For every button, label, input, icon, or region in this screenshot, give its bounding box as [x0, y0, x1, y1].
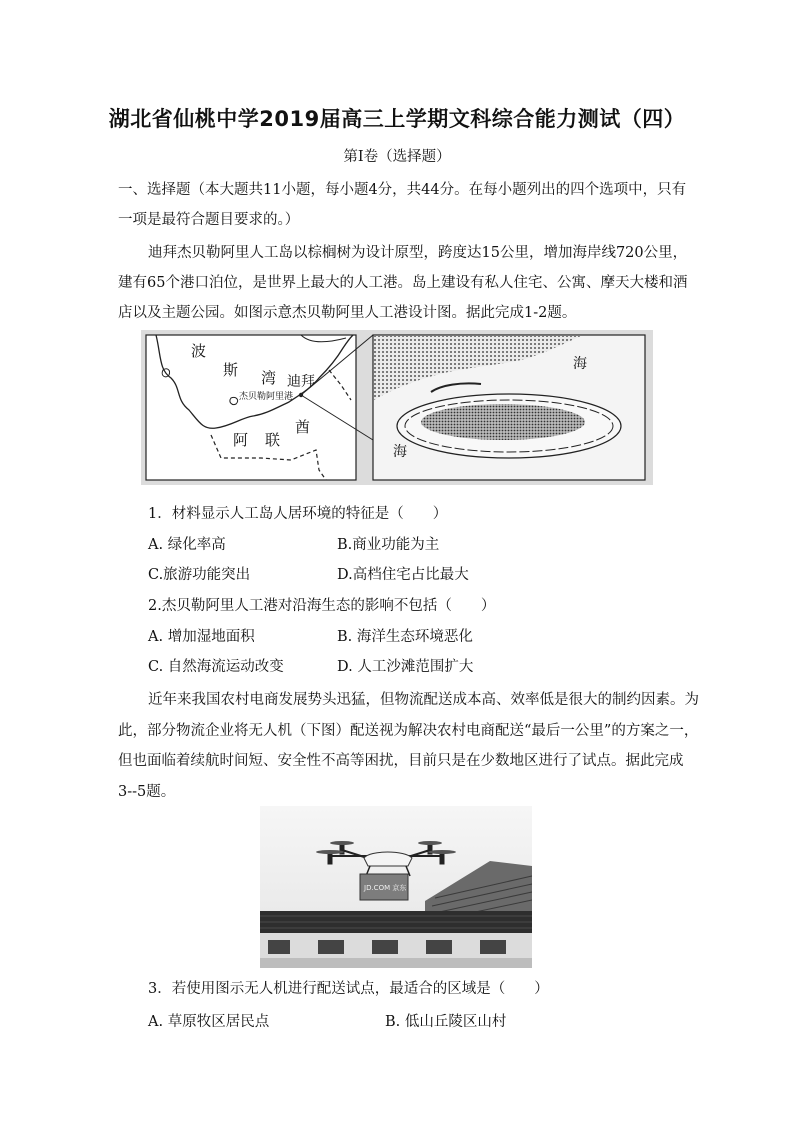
label-port: 杰贝勒阿里港: [239, 392, 294, 402]
palm-fronds: [421, 404, 585, 440]
q1-stem: 1．材料显示人工岛人居环境的特征是（ ）: [148, 506, 448, 522]
passage1-line-2: 建有65个港口泊位，是世界上最大的人工港。岛上建设有私人住宅、公寓、摩天大楼和酒: [118, 275, 688, 291]
q1-option-a: A. 绿化率高: [148, 537, 226, 553]
label-sea-bottom: 海: [393, 444, 407, 460]
drone-photo: [260, 806, 532, 968]
label-qiu: 酋: [295, 418, 311, 436]
q1-option-d: D.高档住宅占比最大: [337, 567, 469, 583]
q3-stem: 3．若使用图示无人机进行配送试点，最适合的区域是（ ）: [148, 981, 549, 997]
package-label: JD.COM 京东: [364, 884, 407, 892]
section-subtitle: 第Ⅰ卷（选择题）: [343, 149, 451, 165]
q1-option-b: B.商业功能为主: [337, 537, 440, 553]
passage1-line-1: 迪拜杰贝勒阿里人工岛以棕榈树为设计原型，跨度达15公里，增加海岸线720公里，: [148, 245, 688, 261]
left-map-frame: [146, 335, 356, 480]
label-bo: 波: [191, 342, 207, 360]
page-title: 湖北省仙桃中学2019届高三上学期文科综合能力测试（四）: [108, 107, 686, 131]
q2-option-d: D. 人工沙滩范围扩大: [337, 659, 474, 675]
passage2-line-1: 近年来我国农村电商发展势头迅猛，但物流配送成本高、效率低是很大的制约因素。为: [148, 692, 699, 708]
passage2-line-2: 此，部分物流企业将无人机（下图）配送视为解决农村电商配送“最后一公里”的方案之一，: [118, 723, 699, 739]
passage2-line-4: 3--5题。: [118, 784, 176, 800]
label-wan: 湾: [261, 369, 277, 387]
label-si: 斯: [223, 361, 239, 379]
q3-option-a: A. 草原牧区居民点: [148, 1014, 270, 1030]
map-figure: [141, 330, 653, 485]
q2-stem: 2.杰贝勒阿里人工港对沿海生态的影响不包括（ ）: [148, 598, 496, 614]
q2-option-b: B. 海洋生态环境恶化: [337, 629, 473, 645]
label-sea-top: 海: [573, 356, 587, 372]
section-intro-line-2: 一项是最符合题目要求的。）: [118, 212, 300, 228]
q2-option-c: C. 自然海流运动改变: [148, 659, 284, 675]
label-lian: 联: [265, 431, 281, 449]
passage1-line-3: 店以及主题公园。如图示意杰贝勒阿里人工港设计图。据此完成1-2题。: [118, 305, 577, 321]
q3-option-b: B. 低山丘陵区山村: [385, 1014, 507, 1030]
section-intro-line-1: 一、选择题（本大题共11小题，每小题4分，共44分。在每小题列出的四个选项中，只有: [118, 182, 687, 198]
map-svg: [141, 330, 653, 485]
q1-option-c: C.旅游功能突出: [148, 567, 251, 583]
passage2-line-3: 但也面临着续航时间短、安全性不高等困扰，目前只是在少数地区进行了试点。据此完成: [118, 753, 684, 769]
label-a: 阿: [233, 431, 249, 449]
q2-option-a: A. 增加湿地面积: [148, 629, 255, 645]
drone-photo-svg: [260, 806, 532, 968]
label-dibai: 迪拜: [287, 374, 315, 390]
